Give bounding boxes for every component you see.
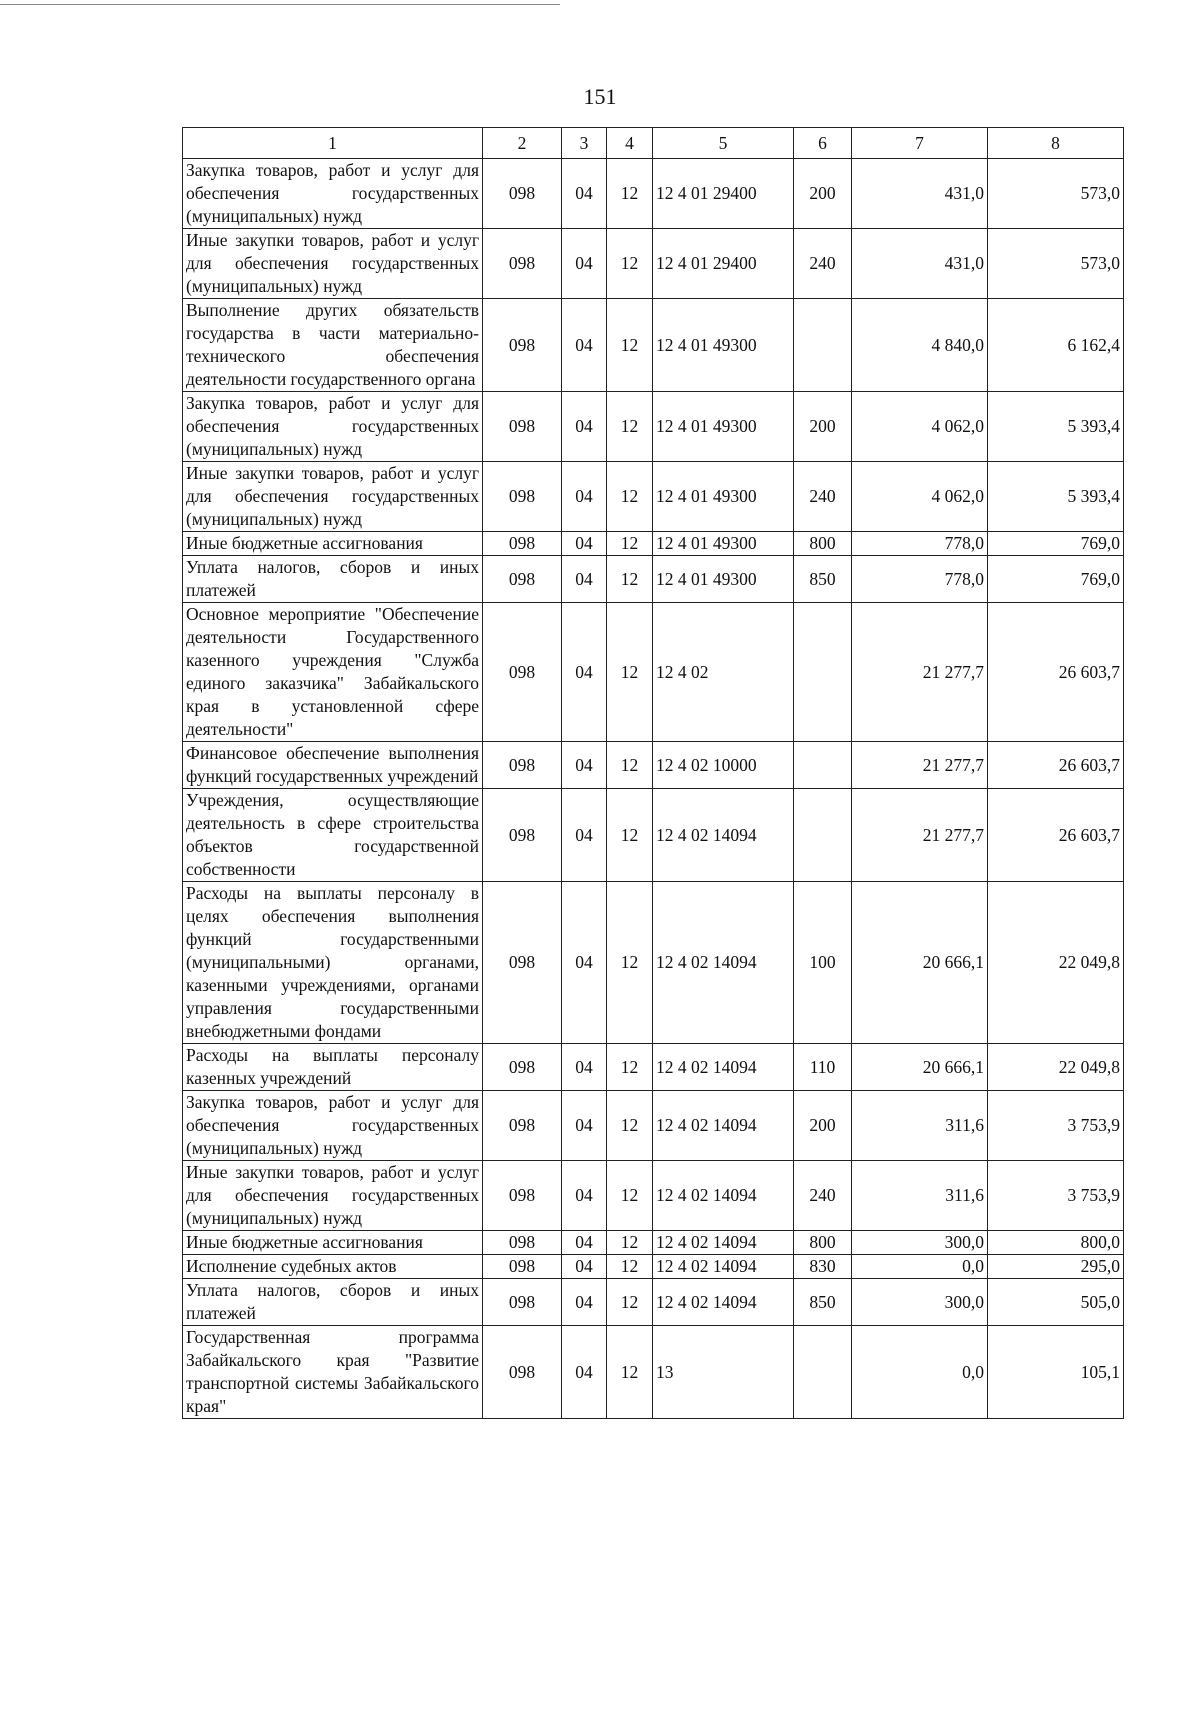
row-col4-cell: 12: [607, 742, 653, 789]
row-col2-cell: 098: [483, 603, 562, 742]
row-col2-cell: 098: [483, 159, 562, 229]
column-header-1: 1: [183, 128, 483, 159]
column-header-6: 6: [794, 128, 852, 159]
row-col3-cell: 04: [562, 392, 607, 462]
row-col3-cell: 04: [562, 603, 607, 742]
row-col4-cell: 12: [607, 1161, 653, 1231]
row-col7-cell: 20 666,1: [852, 1044, 988, 1091]
row-col3-cell: 04: [562, 1231, 607, 1255]
table-row: [183, 462, 1124, 532]
row-col5-cell: 12 4 01 49300: [653, 532, 794, 556]
row-col7-cell: 4 062,0: [852, 462, 988, 532]
row-name-cell: Иные бюджетные ассигнования: [183, 1231, 483, 1255]
row-col7-cell: 778,0: [852, 556, 988, 603]
row-col7-cell: 21 277,7: [852, 742, 988, 789]
column-header-8: 8: [988, 128, 1124, 159]
row-col3-cell: 04: [562, 159, 607, 229]
table-body: [183, 159, 1124, 1419]
row-col5-cell: 12 4 02: [653, 603, 794, 742]
row-col4-cell: 12: [607, 1231, 653, 1255]
row-col5-cell: 12 4 02 10000: [653, 742, 794, 789]
row-col7-cell: 20 666,1: [852, 882, 988, 1044]
row-name-cell: Иные закупки товаров, работ и услуг для обеспечения государственных (муниципальных) нужд: [183, 462, 483, 532]
table-row: [183, 1044, 1124, 1091]
row-col5-cell: 12 4 02 14094: [653, 1091, 794, 1161]
row-col7-cell: 300,0: [852, 1231, 988, 1255]
row-col3-cell: 04: [562, 789, 607, 882]
row-col6-cell: [794, 603, 852, 742]
row-col2-cell: 098: [483, 532, 562, 556]
row-col8-cell: 22 049,8: [988, 882, 1124, 1044]
row-col7-cell: 778,0: [852, 532, 988, 556]
row-col8-cell: 3 753,9: [988, 1161, 1124, 1231]
row-col4-cell: 12: [607, 229, 653, 299]
row-col3-cell: 04: [562, 1279, 607, 1326]
row-col8-cell: 800,0: [988, 1231, 1124, 1255]
row-col2-cell: 098: [483, 1161, 562, 1231]
column-header-5: 5: [653, 128, 794, 159]
row-col2-cell: 098: [483, 1255, 562, 1279]
row-name-cell: Закупка товаров, работ и услуг для обеспечения государственных (муниципальных) нужд: [183, 159, 483, 229]
row-col5-cell: 12 4 02 14094: [653, 789, 794, 882]
row-col5-cell: 12 4 02 14094: [653, 1044, 794, 1091]
row-col3-cell: 04: [562, 229, 607, 299]
row-col4-cell: 12: [607, 159, 653, 229]
row-col7-cell: 311,6: [852, 1161, 988, 1231]
scan-top-rule: [0, 4, 560, 5]
table-row: [183, 789, 1124, 882]
row-name-cell: Расходы на выплаты персоналу казенных учреждений: [183, 1044, 483, 1091]
table-row: [183, 882, 1124, 1044]
table-row: [183, 1255, 1124, 1279]
row-col2-cell: 098: [483, 1044, 562, 1091]
column-header-4: 4: [607, 128, 653, 159]
table-row: [183, 229, 1124, 299]
column-header-3: 3: [562, 128, 607, 159]
row-col2-cell: 098: [483, 1231, 562, 1255]
row-col8-cell: 26 603,7: [988, 789, 1124, 882]
row-col3-cell: 04: [562, 1326, 607, 1419]
row-col5-cell: 12 4 01 49300: [653, 556, 794, 603]
row-col8-cell: 5 393,4: [988, 462, 1124, 532]
row-col4-cell: 12: [607, 603, 653, 742]
row-col5-cell: 13: [653, 1326, 794, 1419]
row-col4-cell: 12: [607, 556, 653, 603]
row-col4-cell: 12: [607, 1044, 653, 1091]
row-col6-cell: 850: [794, 1279, 852, 1326]
row-col2-cell: 098: [483, 1091, 562, 1161]
row-col5-cell: 12 4 02 14094: [653, 1255, 794, 1279]
row-col7-cell: 431,0: [852, 159, 988, 229]
column-header-2: 2: [483, 128, 562, 159]
row-col5-cell: 12 4 02 14094: [653, 882, 794, 1044]
table-row: [183, 1326, 1124, 1419]
budget-table: [182, 127, 1124, 1419]
row-col8-cell: 26 603,7: [988, 603, 1124, 742]
row-col6-cell: [794, 789, 852, 882]
row-col3-cell: 04: [562, 299, 607, 392]
row-col5-cell: 12 4 02 14094: [653, 1161, 794, 1231]
row-col3-cell: 04: [562, 1161, 607, 1231]
row-name-cell: Исполнение судебных актов: [183, 1255, 483, 1279]
row-col8-cell: 573,0: [988, 159, 1124, 229]
row-col4-cell: 12: [607, 392, 653, 462]
row-name-cell: Иные бюджетные ассигнования: [183, 532, 483, 556]
row-col8-cell: 295,0: [988, 1255, 1124, 1279]
row-col8-cell: 105,1: [988, 1326, 1124, 1419]
row-col2-cell: 098: [483, 556, 562, 603]
row-col4-cell: 12: [607, 1279, 653, 1326]
row-col2-cell: 098: [483, 462, 562, 532]
row-col6-cell: 800: [794, 532, 852, 556]
row-col6-cell: [794, 299, 852, 392]
table-row: [183, 556, 1124, 603]
table-row: [183, 392, 1124, 462]
row-col7-cell: 0,0: [852, 1255, 988, 1279]
row-col5-cell: 12 4 02 14094: [653, 1279, 794, 1326]
row-col6-cell: 800: [794, 1231, 852, 1255]
row-col2-cell: 098: [483, 392, 562, 462]
row-col4-cell: 12: [607, 1091, 653, 1161]
row-col3-cell: 04: [562, 882, 607, 1044]
row-col7-cell: 4 062,0: [852, 392, 988, 462]
row-col8-cell: 5 393,4: [988, 392, 1124, 462]
row-col3-cell: 04: [562, 462, 607, 532]
row-col7-cell: 311,6: [852, 1091, 988, 1161]
row-col6-cell: 100: [794, 882, 852, 1044]
table-row: [183, 299, 1124, 392]
row-col6-cell: 240: [794, 1161, 852, 1231]
row-col6-cell: 200: [794, 159, 852, 229]
row-col5-cell: 12 4 01 49300: [653, 462, 794, 532]
table-row: [183, 532, 1124, 556]
row-col7-cell: 21 277,7: [852, 603, 988, 742]
row-name-cell: Закупка товаров, работ и услуг для обеспечения государственных (муниципальных) нужд: [183, 392, 483, 462]
row-name-cell: Основное мероприятие "Обеспечение деятельности Государственного казенного учреждения "Служба единого заказчика" Забайкальского края в установленной сфере деятельности": [183, 603, 483, 742]
row-col2-cell: 098: [483, 789, 562, 882]
row-col7-cell: 300,0: [852, 1279, 988, 1326]
row-col8-cell: 505,0: [988, 1279, 1124, 1326]
table-row: [183, 1231, 1124, 1255]
table-row: [183, 1279, 1124, 1326]
column-header-7: 7: [852, 128, 988, 159]
row-col6-cell: 200: [794, 392, 852, 462]
row-col2-cell: 098: [483, 229, 562, 299]
row-col2-cell: 098: [483, 882, 562, 1044]
row-col8-cell: 22 049,8: [988, 1044, 1124, 1091]
row-col3-cell: 04: [562, 1255, 607, 1279]
table-row: [183, 742, 1124, 789]
row-col3-cell: 04: [562, 1044, 607, 1091]
row-col3-cell: 04: [562, 532, 607, 556]
row-col8-cell: 769,0: [988, 532, 1124, 556]
row-col5-cell: 12 4 02 14094: [653, 1231, 794, 1255]
row-col6-cell: [794, 1326, 852, 1419]
row-col7-cell: 431,0: [852, 229, 988, 299]
row-name-cell: Финансовое обеспечение выполнения функций государственных учреждений: [183, 742, 483, 789]
row-name-cell: Закупка товаров, работ и услуг для обеспечения государственных (муниципальных) нужд: [183, 1091, 483, 1161]
row-col7-cell: 4 840,0: [852, 299, 988, 392]
row-name-cell: Уплата налогов, сборов и иных платежей: [183, 1279, 483, 1326]
row-col6-cell: 830: [794, 1255, 852, 1279]
row-name-cell: Выполнение других обязательств государства в части материально-технического обеспечения деятельности государственного органа: [183, 299, 483, 392]
row-col2-cell: 098: [483, 1279, 562, 1326]
row-name-cell: Государственная программа Забайкальского края "Развитие транспортной системы Забайкальского края": [183, 1326, 483, 1419]
row-col4-cell: 12: [607, 532, 653, 556]
row-col8-cell: 3 753,9: [988, 1091, 1124, 1161]
row-name-cell: Иные закупки товаров, работ и услуг для обеспечения государственных (муниципальных) нужд: [183, 229, 483, 299]
row-col4-cell: 12: [607, 462, 653, 532]
row-col8-cell: 26 603,7: [988, 742, 1124, 789]
table-row: [183, 603, 1124, 742]
row-col4-cell: 12: [607, 789, 653, 882]
table-header-row: [183, 128, 1124, 159]
table-row: [183, 159, 1124, 229]
row-col3-cell: 04: [562, 742, 607, 789]
row-col5-cell: 12 4 01 29400: [653, 159, 794, 229]
row-name-cell: Иные закупки товаров, работ и услуг для обеспечения государственных (муниципальных) нужд: [183, 1161, 483, 1231]
row-col8-cell: 6 162,4: [988, 299, 1124, 392]
row-col6-cell: 850: [794, 556, 852, 603]
page-number: 151: [583, 84, 617, 109]
row-col7-cell: 0,0: [852, 1326, 988, 1419]
row-col3-cell: 04: [562, 1091, 607, 1161]
row-col7-cell: 21 277,7: [852, 789, 988, 882]
row-col5-cell: 12 4 01 29400: [653, 229, 794, 299]
row-col2-cell: 098: [483, 742, 562, 789]
row-col5-cell: 12 4 01 49300: [653, 392, 794, 462]
row-col2-cell: 098: [483, 299, 562, 392]
row-col2-cell: 098: [483, 1326, 562, 1419]
row-col3-cell: 04: [562, 556, 607, 603]
row-col4-cell: 12: [607, 882, 653, 1044]
row-col6-cell: 110: [794, 1044, 852, 1091]
row-col4-cell: 12: [607, 299, 653, 392]
row-name-cell: Учреждения, осуществляющие деятельность в сфере строительства объектов государственной собственности: [183, 789, 483, 882]
row-col4-cell: 12: [607, 1326, 653, 1419]
row-name-cell: Расходы на выплаты персоналу в целях обеспечения выполнения функций государственными (муниципальными) органами, казенными учреждениями, органами управления государственными внебюджетными фондами: [183, 882, 483, 1044]
row-col4-cell: 12: [607, 1255, 653, 1279]
table-row: [183, 1161, 1124, 1231]
table-row: [183, 1091, 1124, 1161]
row-col6-cell: 240: [794, 229, 852, 299]
row-col6-cell: [794, 742, 852, 789]
row-col6-cell: 200: [794, 1091, 852, 1161]
row-col8-cell: 769,0: [988, 556, 1124, 603]
row-col5-cell: 12 4 01 49300: [653, 299, 794, 392]
row-col6-cell: 240: [794, 462, 852, 532]
row-name-cell: Уплата налогов, сборов и иных платежей: [183, 556, 483, 603]
row-col8-cell: 573,0: [988, 229, 1124, 299]
